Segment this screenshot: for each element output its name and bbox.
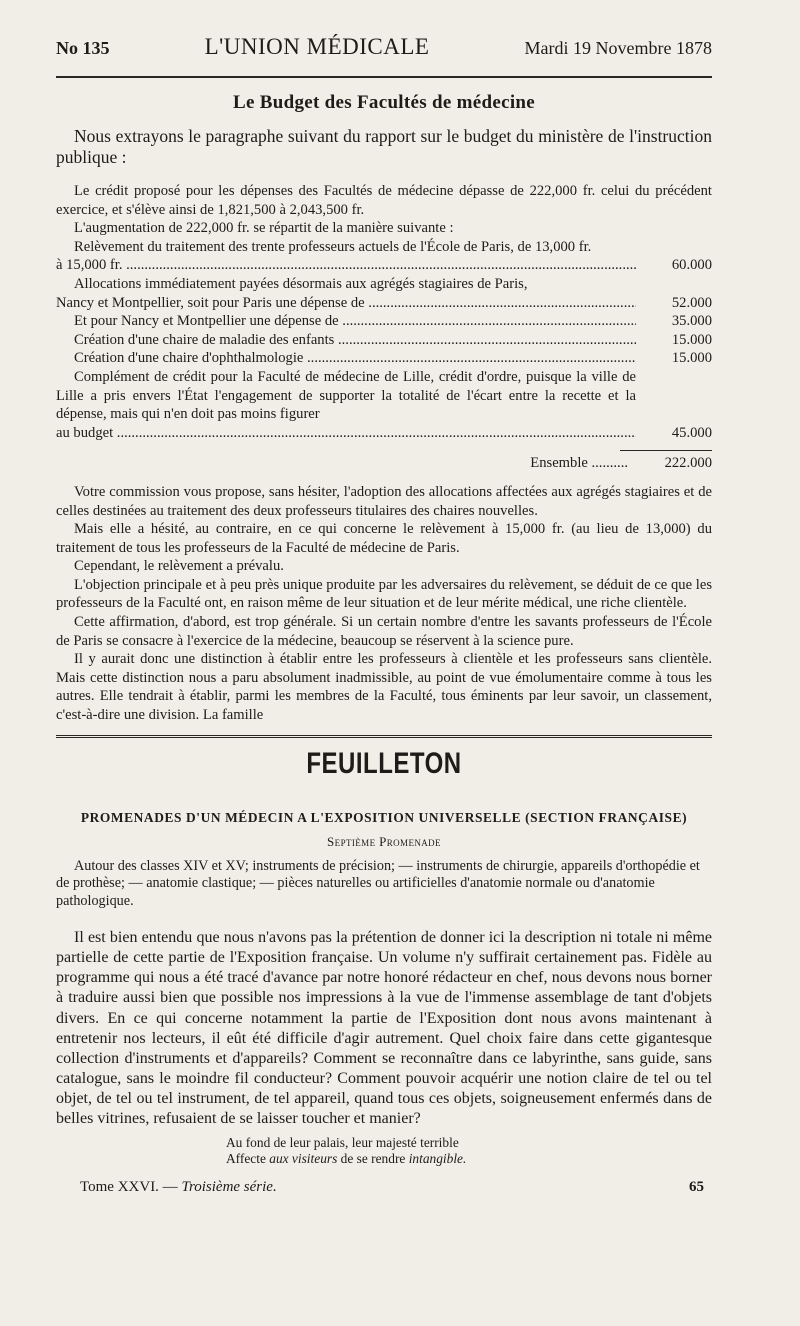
verse-emphasis: intangible.	[408, 1151, 467, 1167]
budget-item-amount: 35.000	[671, 313, 712, 330]
verse-line: Au fond de leur palais, leur majesté terrible	[226, 1135, 459, 1151]
feuilleton-text: Il est bien entendu que nous n'avons pas la prétention de donner ici la description ni totale ni même partielle de cette partie de l'Exposition française. Un volume n'y suffirait certainement pas. Fidèle au programme qui nous a été tracé d'avance par notre honoré rédacteur en chef, nous devons nous borner à traduire aussi bien que possible nos impressions à la vue de l'immense assemblage de tant d'objets divers. En ce qui concerne notamment la partie de l'Exposition dont nous avons maintenant à entretenir nos lecteurs, il eût été difficile d'agir autrement. Quel choix faire dans cette gigantesque collection d'instruments et d'appareils? Comment se reconnaître dans ce labyrinthe, sans guide, sans catalogue, sans le moindre fil conducteur? Comment pouvoir acquérir une notion claire de tel ou tel objet, de tel ou tel instrument, de tel appareil, quand tous ces objets, soigneusement enfermés dans de belles vitrines, refusaient de se laisser toucher et manier?	[56, 929, 712, 1127]
total-rule	[620, 450, 712, 451]
article-intro: Nous extrayons le paragraphe suivant du rapport sur le budget du ministère de l'instruction publique :	[56, 126, 712, 167]
budget-item-label: Nancy et Montpellier, soit pour Paris une dépense de .....	[56, 294, 636, 313]
paragraph: Cependant, le relèvement a prévalu.	[74, 558, 284, 575]
budget-item-amount: 52.000	[671, 294, 712, 311]
budget-item-label: à 15,000 fr. .....	[56, 256, 636, 275]
page-number: 65	[689, 1179, 704, 1196]
feuilleton-subtitle: PROMENADES D'UN MÉDECIN A L'EXPOSITION UNIVERSELLE (SECTION FRANÇAISE)	[80, 809, 688, 825]
verse-line	[226, 1151, 712, 1167]
budget-item-row	[56, 294, 712, 313]
budget-item-row	[56, 331, 712, 350]
verse-text: de se rendre	[337, 1151, 409, 1167]
budget-item-row	[56, 424, 712, 443]
header-rule	[56, 76, 712, 78]
feuilleton-separator	[56, 735, 712, 740]
budget-item-row	[56, 256, 712, 275]
budget-item-label: Complément de crédit pour la Faculté de médecine de Lille, crédit d'ordre, puisque la ville de Lille a pris envers l'État l'engagement de supporter la totalité de l'écart entre la recette et la dépense, mais qui n'en doit pas moins figurer	[56, 368, 636, 423]
budget-item-row	[56, 312, 712, 331]
budget-item-amount: 15.000	[671, 350, 712, 367]
budget-item-amount: 60.000	[671, 257, 712, 274]
budget-item-label: au budget .....	[56, 424, 636, 443]
promenade-heading: Septième Promenade	[327, 833, 441, 849]
series-label: Troisième série.	[181, 1179, 277, 1196]
paragraph: Il y aurait donc une distinction à établir entre les professeurs à clientèle et les professeurs sans clientèle. Mais cette distinction nous a paru absolument inadmissible, au point de vue émolumentaire comme à tous les autres. Elle tendrait à établir, parmi les membres de la Faculté, tous éminents par leur savoir, un classement, c'est-à-dire une division. La famille	[56, 651, 712, 724]
budget-item-amount: 15.000	[671, 331, 712, 348]
volume-label: Tome XXVI. —	[80, 1179, 182, 1196]
issue-number: No 135	[56, 38, 110, 58]
verse-text: Affecte	[226, 1151, 270, 1167]
budget-item-amount: 45.000	[671, 424, 712, 441]
budget-item-label: Relèvement du traitement des trente professeurs actuels de l'École de Paris, de 13,000 fr.	[74, 238, 592, 255]
budget-item-row	[56, 349, 712, 368]
feuilleton-title: FEUILLETON	[306, 746, 462, 780]
paragraph: L'augmentation de 222,000 fr. se répartit de la manière suivante :	[74, 220, 454, 237]
total-amount: 222.000	[664, 455, 712, 472]
budget-item-label: Création d'une chaire d'ophthalmologie .....	[74, 349, 636, 368]
page-footer	[56, 1179, 712, 1196]
verse-quote	[226, 1135, 712, 1167]
paragraph: Mais elle a hésité, au contraire, en ce qui concerne le relèvement à 15,000 fr. (au lieu de 13,000) du traitement de tous les professeurs de la Faculté de médecine de Paris.	[56, 521, 712, 556]
budget-item-label: Et pour Nancy et Montpellier une dépense de .....	[74, 312, 636, 331]
article-title: Le Budget des Facultés de médecine	[232, 92, 536, 113]
page-header	[56, 34, 712, 74]
volume-info	[80, 1179, 277, 1196]
journal-title: L'UNION MÉDICALE	[204, 34, 430, 59]
verse-emphasis: aux visiteurs	[269, 1151, 338, 1167]
paragraph: Cette affirmation, d'abord, est trop générale. Si un certain nombre d'entre les savants professeurs de l'École de Paris se consacre à l'exercice de la médecine, beaucoup se réservent à la science pure.	[56, 614, 712, 649]
paragraph: Votre commission vous propose, sans hésiter, l'adoption des allocations affectées aux agrégés stagiaires et de celles destinées au traitement des deux professeurs titulaires des chaires nouvelles.	[56, 483, 712, 519]
budget-item-label: Allocations immédiatement payées désormais aux agrégés stagiaires de Paris,	[74, 275, 528, 292]
paragraph: Le crédit proposé pour les dépenses des Facultés de médecine dépasse de 222,000 fr. celui du précédent exercice, et s'élève ainsi de 1,821,500 à 2,043,500 fr.	[56, 183, 712, 218]
issue-date: Mardi 19 Novembre 1878	[524, 38, 712, 58]
budget-report	[56, 182, 712, 725]
budget-total-row	[56, 454, 712, 473]
budget-item-label: Création d'une chaire de maladie des enfants .....	[74, 331, 636, 350]
feuilleton-summary: Autour des classes XIV et XV; instruments de précision; — instruments de chirurgie, appareils d'orthopédie et de prothèse; — anatomie clastique; — pièces naturelles ou artificielles d'anatomie normale ou d'anatomie pathologique.	[56, 857, 700, 909]
paragraph: L'objection principale et à peu près unique produite par les adversaires du relèvement, se déduit de ce que les professeurs de la Faculté ont, en raison même de leur situation et de leur mérite médical, une riche clientèle.	[56, 576, 712, 612]
total-label: Ensemble .....	[530, 454, 628, 473]
